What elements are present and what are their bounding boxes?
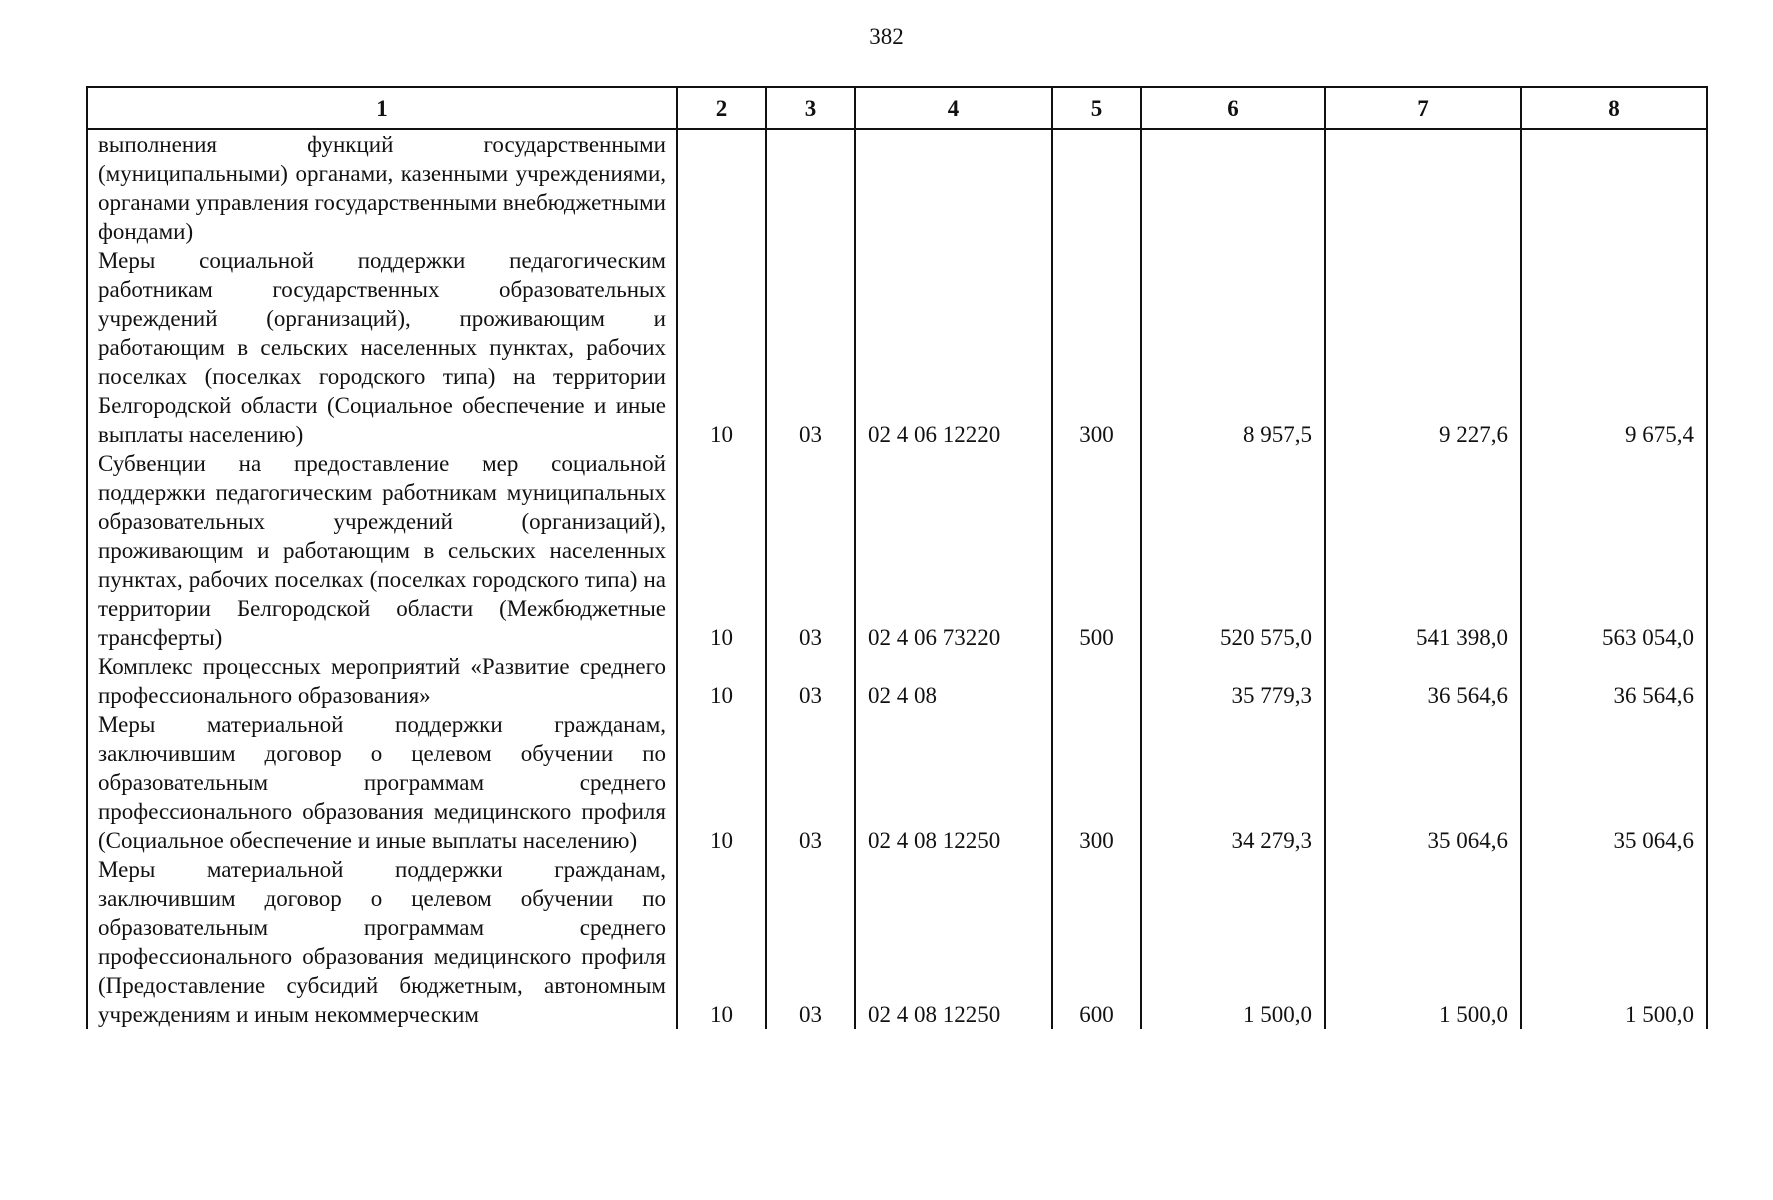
subsection-code: 03 <box>766 246 855 449</box>
expense-type-code: 300 <box>1052 246 1141 449</box>
header-row <box>87 87 1707 129</box>
target-article-code: 02 4 08 12250 <box>855 710 1052 855</box>
amount-year-1: 34 279,3 <box>1141 710 1325 855</box>
subsection-code <box>766 129 855 246</box>
col-header-8: 8 <box>1521 87 1707 129</box>
expense-type-code: 600 <box>1052 855 1141 1029</box>
subsection-code: 03 <box>766 652 855 710</box>
amount-year-2: 9 227,6 <box>1325 246 1521 449</box>
col-header-5: 5 <box>1052 87 1141 129</box>
section-code <box>677 129 766 246</box>
amount-year-3 <box>1521 129 1707 246</box>
amount-year-3: 36 564,6 <box>1521 652 1707 710</box>
amount-year-3: 35 064,6 <box>1521 710 1707 855</box>
page-number: 382 <box>869 24 904 49</box>
amount-year-1: 1 500,0 <box>1141 855 1325 1029</box>
budget-table <box>86 86 1708 1029</box>
amount-year-1: 35 779,3 <box>1141 652 1325 710</box>
col-header-4: 4 <box>855 87 1052 129</box>
subsection-code: 03 <box>766 855 855 1029</box>
col-header-2: 2 <box>677 87 766 129</box>
target-article-code <box>855 129 1052 246</box>
section-code: 10 <box>677 246 766 449</box>
subsection-code: 03 <box>766 710 855 855</box>
section-code: 10 <box>677 652 766 710</box>
col-header-3: 3 <box>766 87 855 129</box>
table-body <box>87 129 1707 1029</box>
item-name: выполнения функций государственными (муниципальными) органами, казенными учреждениями, органами управления государственными внебюджетными фондами) <box>87 129 677 246</box>
table-row <box>87 710 1707 855</box>
amount-year-2: 1 500,0 <box>1325 855 1521 1029</box>
amount-year-2 <box>1325 129 1521 246</box>
amount-year-3: 1 500,0 <box>1521 855 1707 1029</box>
section-code: 10 <box>677 710 766 855</box>
amount-year-3: 563 054,0 <box>1521 449 1707 652</box>
section-code: 10 <box>677 449 766 652</box>
target-article-code: 02 4 06 73220 <box>855 449 1052 652</box>
amount-year-2: 36 564,6 <box>1325 652 1521 710</box>
item-name: Меры социальной поддержки педагогическим работникам государственных образовательных учреждений (организаций), проживающим и работающим в сельских населенных пунктах, рабочих поселках (поселках городского типа) на территории Белгородской области (Социальное обеспечение и иные выплаты населению) <box>87 246 677 449</box>
col-header-6: 6 <box>1141 87 1325 129</box>
table-row <box>87 652 1707 710</box>
expense-type-code <box>1052 129 1141 246</box>
item-name: Комплекс процессных мероприятий «Развитие среднего профессионального образования» <box>87 652 677 710</box>
col-header-7: 7 <box>1325 87 1521 129</box>
amount-year-1: 8 957,5 <box>1141 246 1325 449</box>
item-name: Субвенции на предоставление мер социальной поддержки педагогическим работникам муниципальных образовательных учреждений (организаций), проживающим и работающим в сельских населенных пунктах, рабочих поселках (поселках городского типа) на территории Белгородской области (Межбюджетные трансферты) <box>87 449 677 652</box>
amount-year-1: 520 575,0 <box>1141 449 1325 652</box>
amount-year-2: 541 398,0 <box>1325 449 1521 652</box>
table-row <box>87 855 1707 1029</box>
item-name: Меры материальной поддержки гражданам, заключившим договор о целевом обучении по образовательным программам среднего профессионального образования медицинского профиля (Социальное обеспечение и иные выплаты населению) <box>87 710 677 855</box>
target-article-code: 02 4 06 12220 <box>855 246 1052 449</box>
section-code: 10 <box>677 855 766 1029</box>
subsection-code: 03 <box>766 449 855 652</box>
target-article-code: 02 4 08 12250 <box>855 855 1052 1029</box>
table-row <box>87 449 1707 652</box>
col-header-1: 1 <box>87 87 677 129</box>
amount-year-2: 35 064,6 <box>1325 710 1521 855</box>
expense-type-code: 300 <box>1052 710 1141 855</box>
expense-type-code: 500 <box>1052 449 1141 652</box>
table-row <box>87 129 1707 246</box>
table-row <box>87 246 1707 449</box>
amount-year-3: 9 675,4 <box>1521 246 1707 449</box>
expense-type-code <box>1052 652 1141 710</box>
target-article-code: 02 4 08 <box>855 652 1052 710</box>
item-name: Меры материальной поддержки гражданам, заключившим договор о целевом обучении по образовательным программам среднего профессионального образования медицинского профиля (Предоставление субсидий бюджетным, автономным учреждениям и иным некоммерческим <box>87 855 677 1029</box>
amount-year-1 <box>1141 129 1325 246</box>
